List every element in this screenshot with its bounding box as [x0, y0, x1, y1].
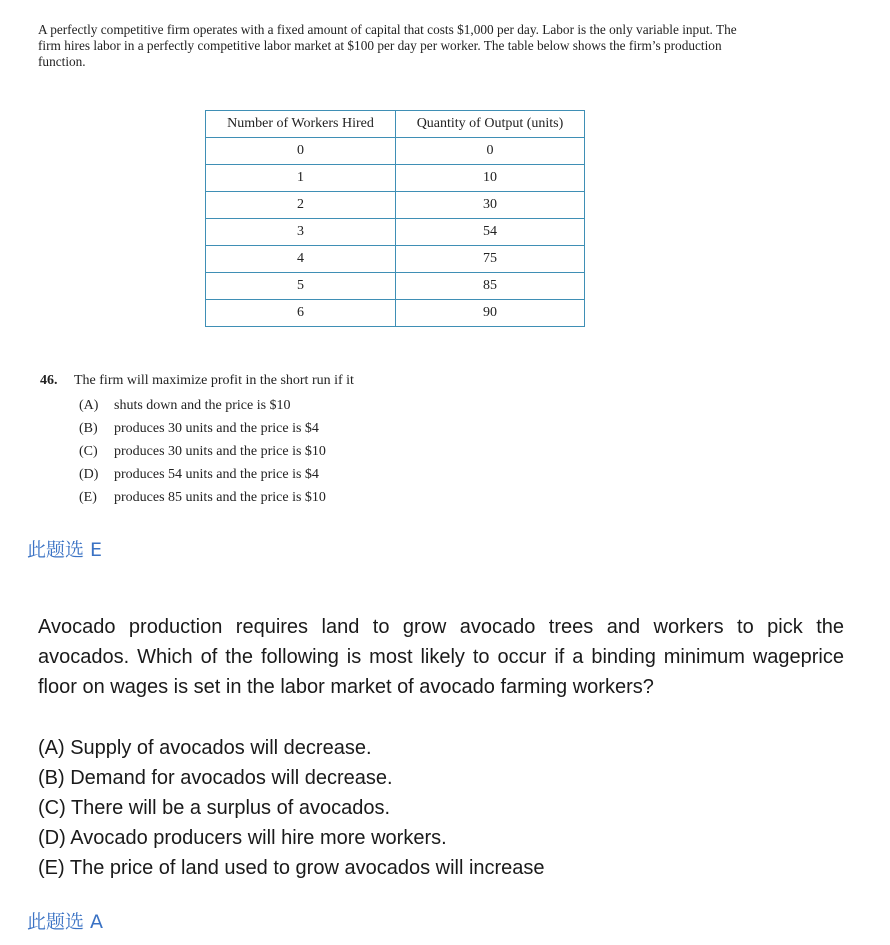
- answer-note-avocado-question: 此题选 A: [27, 911, 104, 933]
- avocado-question-stem: Avocado production requires land to grow avocado trees and workers to pick the avocados. Which of the following is most likely to occur if a binding minimum wageprice floor on wages is set in the labor market of avocado farming workers?: [38, 616, 844, 698]
- option-text: produces 85 units and the price is $10: [114, 489, 326, 505]
- option-letter: (E): [79, 489, 97, 505]
- option-d: [79, 463, 354, 486]
- option-e: [79, 486, 354, 509]
- option-letter: (D): [79, 466, 99, 482]
- table-row: [206, 300, 585, 327]
- question-number: 46.: [40, 373, 58, 388]
- option-text: produces 30 units and the price is $4: [114, 420, 319, 436]
- table-row: [206, 165, 585, 192]
- question-stem: The firm will maximize profit in the short run if it: [74, 373, 354, 388]
- table-row: [206, 138, 585, 165]
- workers-cell: 2: [206, 192, 396, 219]
- output-cell: 30: [396, 192, 585, 219]
- question-46: [40, 371, 354, 509]
- column-header-output: Quantity of Output (units): [396, 111, 585, 138]
- option-a: [79, 394, 354, 417]
- output-cell: 85: [396, 273, 585, 300]
- workers-cell: 3: [206, 219, 396, 246]
- workers-cell: 4: [206, 246, 396, 273]
- avocado-option-b: (B) Demand for avocados will decrease.: [38, 767, 393, 789]
- output-cell: 54: [396, 219, 585, 246]
- table-row: [206, 246, 585, 273]
- table-header-row: [206, 111, 585, 138]
- option-text: shuts down and the price is $10: [114, 397, 291, 413]
- workers-cell: 1: [206, 165, 396, 192]
- output-cell: 90: [396, 300, 585, 327]
- avocado-option-c: (C) There will be a surplus of avocados.: [38, 797, 391, 819]
- output-cell: 75: [396, 246, 585, 273]
- table-row: [206, 273, 585, 300]
- avocado-answer-options: [38, 733, 545, 883]
- workers-cell: 5: [206, 273, 396, 300]
- avocado-option-a: (A) Supply of avocados will decrease.: [38, 737, 372, 759]
- option-letter: (A): [79, 397, 99, 413]
- option-letter: (C): [79, 443, 98, 459]
- workers-cell: 6: [206, 300, 396, 327]
- avocado-option-e: (E) The price of land used to grow avocados will increase: [38, 857, 545, 879]
- column-header-workers: Number of Workers Hired: [206, 111, 396, 138]
- avocado-option-d: (D) Avocado producers will hire more workers.: [38, 827, 447, 849]
- workers-cell: 0: [206, 138, 396, 165]
- output-cell: 10: [396, 165, 585, 192]
- option-text: produces 54 units and the price is $4: [114, 466, 319, 482]
- option-b: [79, 417, 354, 440]
- table-row: [206, 219, 585, 246]
- answer-note-question-46: 此题选 E: [27, 539, 103, 561]
- answer-options: [79, 394, 354, 509]
- option-c: [79, 440, 354, 463]
- output-cell: 0: [396, 138, 585, 165]
- production-function-table: [205, 110, 585, 327]
- option-text: produces 30 units and the price is $10: [114, 443, 326, 459]
- option-letter: (B): [79, 420, 98, 436]
- question-46-intro: A perfectly competitive firm operates with a fixed amount of capital that costs $1,000 per day. Labor is the only variable input. The firm hires labor in a perfectly competitive labor market at $100 per day per worker. The table below shows the firm’s production function.: [38, 22, 737, 69]
- table-row: [206, 192, 585, 219]
